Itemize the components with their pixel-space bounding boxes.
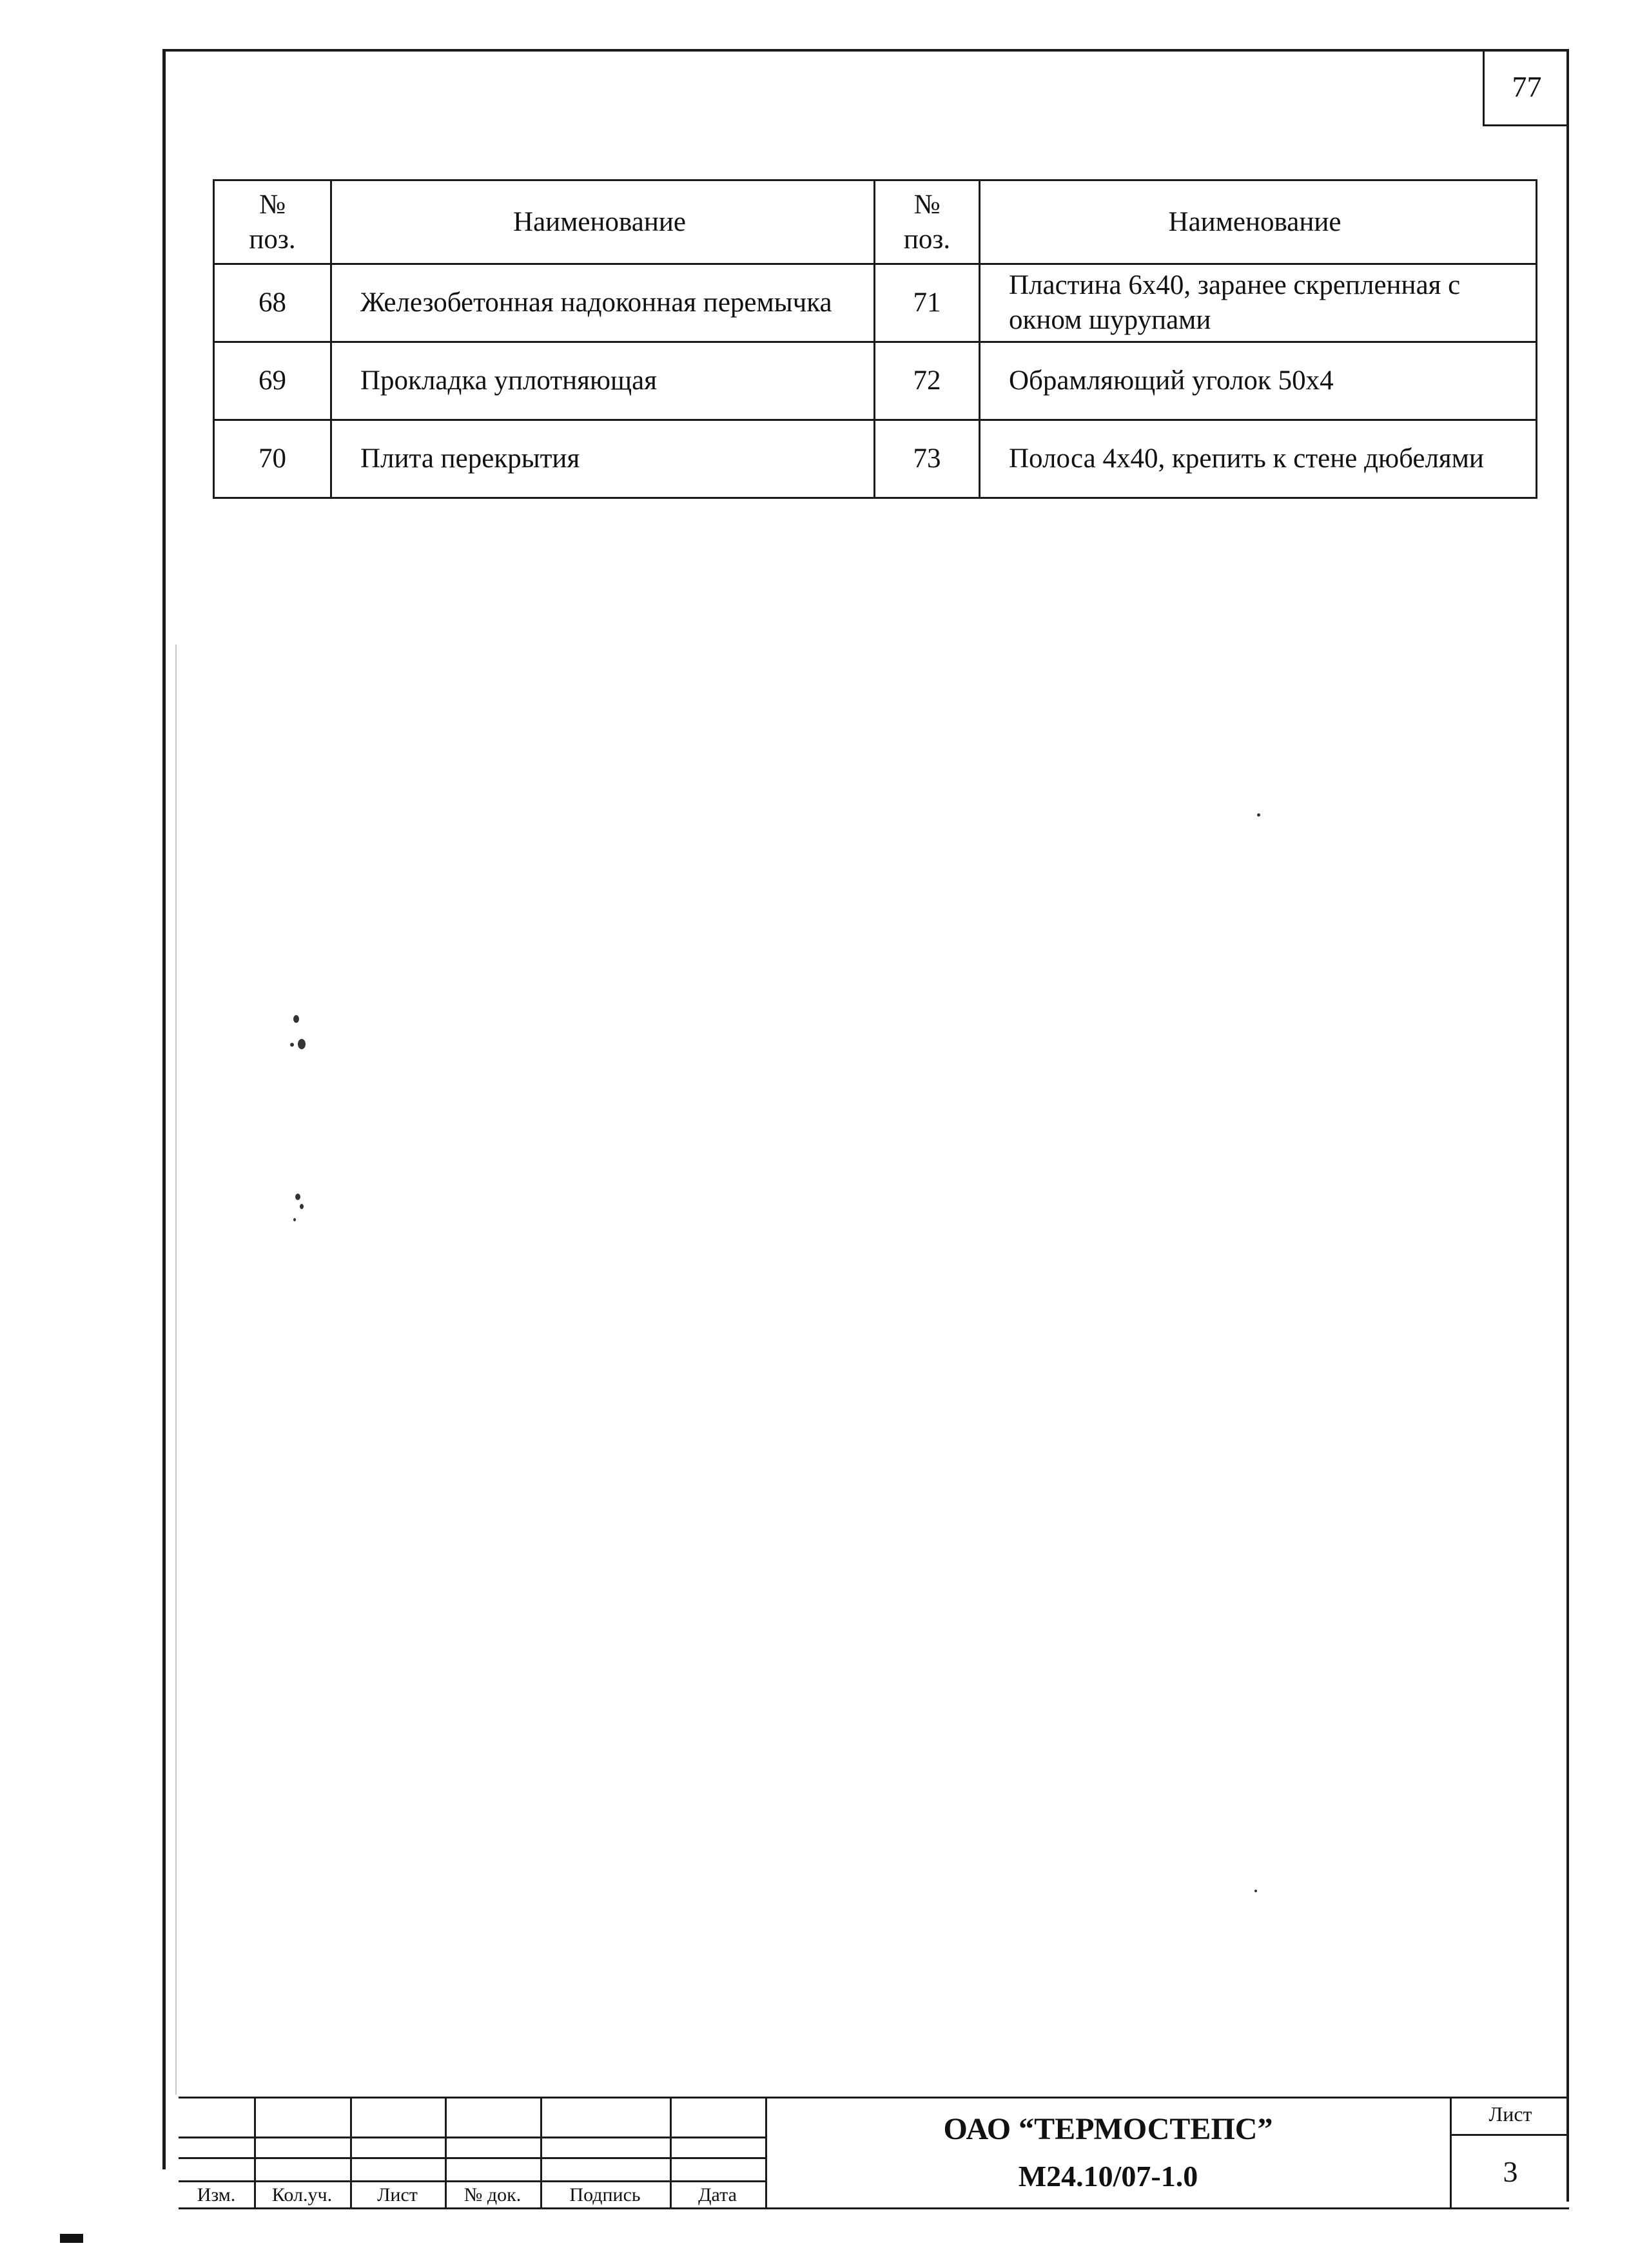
scan-speck (1257, 813, 1260, 817)
position-header-abbrev: поз. (249, 224, 296, 255)
col-label-sheet: Лист (377, 2184, 418, 2205)
drawing-frame-inner-left (175, 645, 177, 2095)
organization-name: ОАО “ТЕРМОСТЕПС” (943, 2111, 1273, 2146)
scan-speck (293, 1218, 296, 1221)
position-header-left (214, 180, 331, 264)
title-block (179, 2097, 1569, 2209)
item-name: Плита перекрытия (331, 420, 875, 498)
scan-speck (298, 1039, 306, 1049)
document-code: М24.10/07-1.0 (1018, 2159, 1198, 2193)
name-header-right: Наименование (980, 180, 1537, 264)
position-number: 69 (214, 342, 331, 420)
item-name: Пластина 6х40, заранее скрепленная с окном шурупами (980, 264, 1537, 342)
page-number: 77 (1483, 49, 1569, 126)
table-row (214, 342, 1537, 420)
drawing-frame-left (162, 49, 166, 2169)
spec-table-header-row (214, 180, 1537, 264)
position-header-right (875, 180, 980, 264)
col-label-doc-number: № док. (463, 2184, 522, 2205)
position-header-abbrev: поз. (903, 224, 951, 255)
position-number: 70 (214, 420, 331, 498)
sheet-label: Лист (1488, 2102, 1532, 2126)
position-number: 73 (875, 420, 980, 498)
position-number: 71 (875, 264, 980, 342)
item-name: Полоса 4х40, крепить к стене дюбелями (980, 420, 1537, 498)
title-block-top-border (179, 2097, 1569, 2098)
table-row (214, 264, 1537, 342)
scan-speck (293, 1015, 299, 1023)
name-header-left: Наименование (331, 180, 875, 264)
table-row (214, 420, 1537, 498)
item-name: Прокладка уплотняющая (331, 342, 875, 420)
position-number: 68 (214, 264, 331, 342)
scan-registration-mark (60, 2234, 83, 2243)
col-label-date: Дата (698, 2184, 737, 2205)
scan-speck (300, 1204, 304, 1209)
col-label-revision: Изм. (197, 2184, 236, 2205)
item-name: Железобетонная надоконная перемычка (331, 264, 875, 342)
drawing-frame-right (1566, 49, 1569, 2202)
scan-speck (295, 1194, 300, 1200)
scan-speck (1254, 1890, 1257, 1892)
col-label-signature: Подпись (569, 2184, 641, 2205)
item-name: Обрамляющий уголок 50х4 (980, 342, 1537, 420)
sheet-number: 3 (1503, 2155, 1518, 2188)
drawing-frame-top (162, 49, 1569, 52)
position-header-symbol: № (258, 189, 286, 220)
position-header-symbol: № (913, 189, 941, 220)
scan-speck (290, 1043, 294, 1047)
col-label-count: Кол.уч. (271, 2184, 333, 2205)
revision-grid-line (179, 2157, 766, 2159)
revision-grid-line (179, 2137, 766, 2138)
spec-table (213, 179, 1537, 499)
position-number: 72 (875, 342, 980, 420)
